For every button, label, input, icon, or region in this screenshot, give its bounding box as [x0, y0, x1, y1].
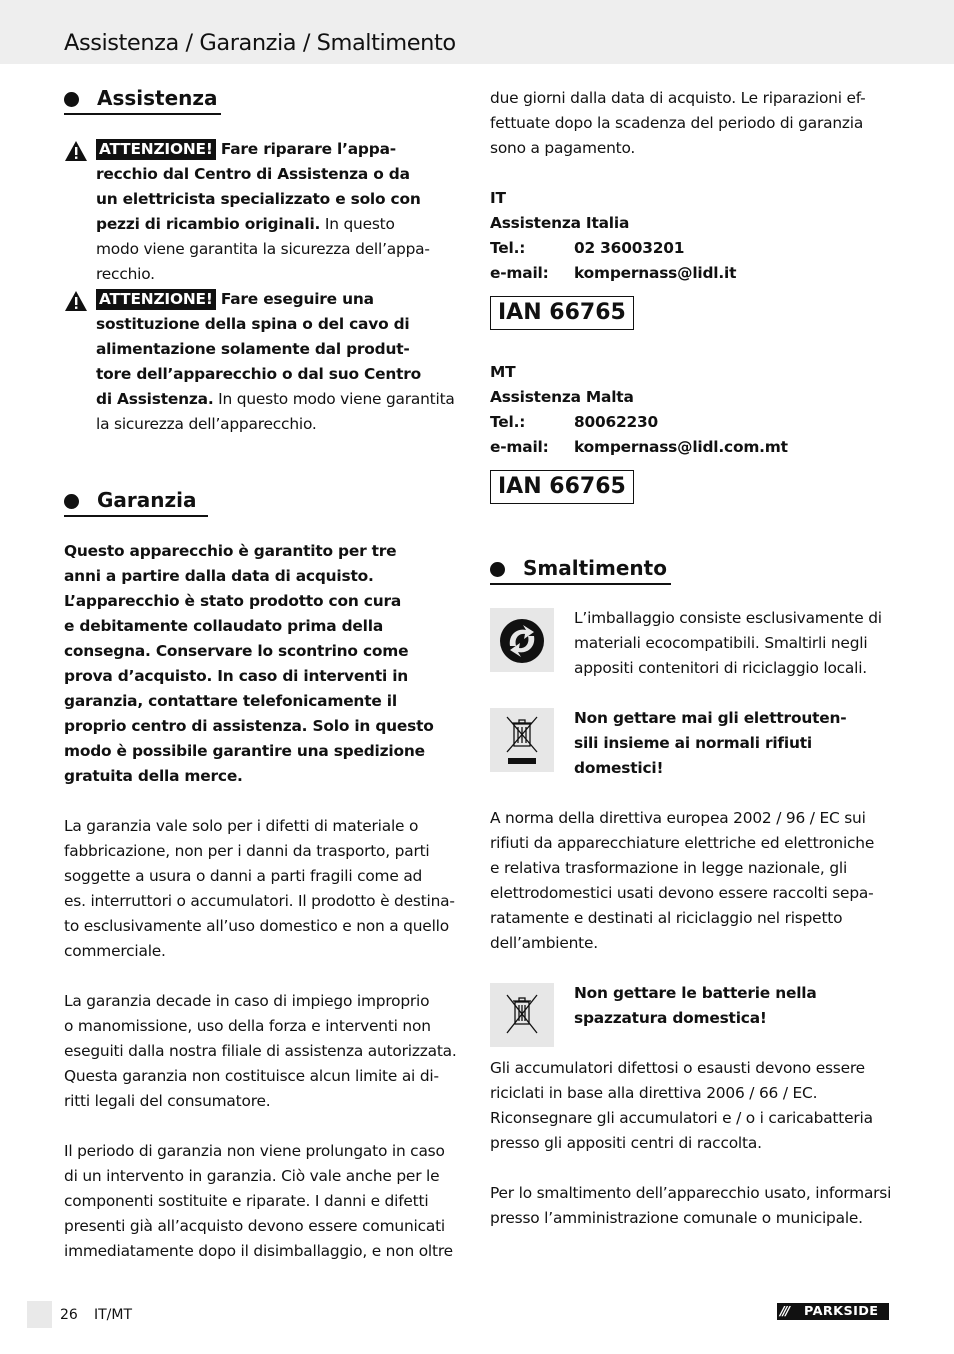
warning-line: la sicurezza dell’apparecchio. — [96, 415, 317, 433]
text-line: proprio centro di assistenza. Solo in questo — [64, 717, 434, 735]
text-line: Gli accumulatori difettosi o esausti devono essere — [490, 1059, 865, 1077]
text-line: commerciale. — [64, 942, 166, 960]
bullet-icon — [64, 494, 79, 509]
warning-line: di Assistenza. In questo modo viene garantita — [96, 390, 455, 408]
title-underline — [64, 515, 208, 517]
text-line: sili insieme ai normali rifiuti — [574, 734, 812, 752]
email-row — [490, 261, 890, 286]
warning-triangle-icon — [64, 290, 88, 312]
ian-number-box: IAN 66765 — [490, 470, 634, 504]
section-title: Smaltimento — [523, 556, 667, 580]
email-address: kompernass@lidl.it — [574, 264, 737, 282]
warning-line: ATTENZIONE! Fare riparare l’appa- — [96, 137, 464, 162]
warning-line: sostituzione della spina o del cavo di — [96, 315, 410, 333]
title-underline — [490, 583, 671, 585]
attention-badge: ATTENZIONE! — [96, 139, 216, 160]
phone-row — [490, 236, 890, 261]
warning-line: alimentazione solamente dal produt- — [96, 340, 410, 358]
warning-line: modo viene garantita la sicurezza dell’appa- — [96, 240, 430, 258]
text-line: rifiuti da apparecchiature elettriche ed elettroniche — [490, 834, 875, 852]
warranty-paragraph-3 — [64, 989, 464, 1114]
contact-block-mt — [490, 360, 890, 504]
country-code: IT — [490, 189, 506, 207]
text-line: elettrodomestici usati devono essere raccolti sepa- — [490, 884, 874, 902]
text-line: La garanzia vale solo per i difetti di materiale o — [64, 817, 419, 835]
text-line: anni a partire dalla data di acquisto. — [64, 567, 374, 585]
warning-line: recchio. — [96, 265, 155, 283]
page-header — [0, 0, 954, 64]
phone-number: 80062230 — [574, 413, 659, 431]
text-line: Non gettare mai gli elettrouten- — [574, 709, 847, 727]
text-line: A norma della direttiva europea 2002 / 96 / EC sui — [490, 809, 866, 827]
text-line: presso gli appositi centri di raccolta. — [490, 1134, 762, 1152]
text-line: domestici! — [574, 759, 664, 777]
service-center-name: Assistenza Italia — [490, 214, 630, 232]
brand-name: PARKSIDE — [804, 1304, 879, 1319]
text-line: o manomissione, uso della forza e interventi non — [64, 1017, 431, 1035]
text-line: gratuita della merce. — [64, 767, 243, 785]
weee-symbol-box — [490, 708, 554, 772]
brand-logo — [777, 1303, 889, 1320]
page-number: 26 — [60, 1307, 78, 1323]
text-line: immediatamente dopo il disimballaggio, e non oltre — [64, 1242, 453, 1260]
directive-paragraph — [490, 806, 890, 956]
warranty-paragraph-4 — [64, 1139, 464, 1264]
page-title: Assistenza / Garanzia / Smaltimento — [64, 30, 456, 56]
section-title: Garanzia — [97, 488, 197, 512]
text-line: fabbricazione, non per i danni da trasporto, parti — [64, 842, 430, 860]
text-line: Questo apparecchio è garantito per tre — [64, 542, 397, 560]
warranty-paragraph-4-continued — [490, 86, 890, 161]
battery-warning — [490, 981, 890, 1051]
text-line: Il periodo di garanzia non viene prolungato in caso — [64, 1142, 445, 1160]
text-line: Riconsegnare gli accumulatori e / o i caricabatteria — [490, 1109, 873, 1127]
left-column — [64, 84, 464, 1264]
section-heading-assistenza — [64, 84, 464, 116]
text-line: di un intervento in garanzia. Ciò vale anche per le — [64, 1167, 440, 1185]
text-line: L’apparecchio è stato prodotto con cura — [64, 592, 402, 610]
warning-triangle-icon — [64, 140, 88, 162]
contact-block-it — [490, 186, 890, 330]
warning-line: recchio dal Centro di Assistenza o da — [96, 165, 410, 183]
warning-block-2 — [64, 287, 464, 437]
bullet-icon — [64, 92, 79, 107]
text-line: eseguiti dalla nostra filiale di assistenza autorizzata. — [64, 1042, 457, 1060]
text-line: fettuate dopo la scadenza del periodo di garanzia — [490, 114, 864, 132]
service-center-name: Assistenza Malta — [490, 388, 634, 406]
text-line: presso l’amministrazione comunale o municipale. — [490, 1209, 863, 1227]
text-line: modo è possibile garantire una spedizione — [64, 742, 425, 760]
text-line: L’imballaggio consiste esclusivamente di — [574, 609, 882, 627]
warning-line: tore dell’apparecchio o dal suo Centro — [96, 365, 422, 383]
green-dot-recycling-icon — [490, 608, 554, 672]
text-line: consegna. Conservare lo scontrino come — [64, 642, 409, 660]
final-paragraph — [490, 1181, 890, 1231]
text-line: garanzia, contattare telefonicamente il — [64, 692, 397, 710]
warranty-paragraph-2 — [64, 814, 464, 964]
text-line: soggette a usura o danni a parti fragili come ad — [64, 867, 423, 885]
bullet-icon — [490, 562, 505, 577]
warning-line: ATTENZIONE! Fare eseguire una — [96, 287, 464, 312]
text-line: sono a pagamento. — [490, 139, 636, 157]
battery-paragraph — [490, 1056, 890, 1156]
text-line: due giorni dalla data di acquisto. Le riparazioni ef- — [490, 89, 866, 107]
phone-number: 02 36003201 — [574, 239, 685, 257]
weee-warning — [490, 706, 890, 781]
email-label: e-mail: — [490, 438, 549, 456]
email-row — [490, 435, 890, 460]
phone-label: Tel.: — [490, 239, 526, 257]
battery-symbol-box — [490, 983, 554, 1047]
crossed-bin-battery-icon — [490, 983, 554, 1047]
ian-number-box: IAN 66765 — [490, 296, 634, 330]
warranty-bold-paragraph — [64, 539, 464, 789]
email-label: e-mail: — [490, 264, 549, 282]
text-line: es. interruttori o accumulatori. Il prodotto è destina- — [64, 892, 455, 910]
text-line: spazzatura domestica! — [574, 1009, 767, 1027]
warning-line: pezzi di ricambio originali. In questo — [96, 215, 395, 233]
email-address: kompernass@lidl.com.mt — [574, 438, 788, 456]
country-code: MT — [490, 363, 516, 381]
text-line: riciclati in base alla direttiva 2006 / 66 / EC. — [490, 1084, 818, 1102]
text-line: Questa garanzia non costituisce alcun limite ai di- — [64, 1067, 439, 1085]
recycling-symbol-box — [490, 608, 554, 672]
text-line: e relativa trasformazione in legge nazionale, gli — [490, 859, 848, 877]
text-line: ritti legali del consumatore. — [64, 1092, 271, 1110]
title-underline — [64, 113, 221, 115]
text-line: ratamente e destinati al riciclaggio nel rispetto — [490, 909, 843, 927]
text-line: appositi contenitori di riciclaggio locali. — [574, 659, 867, 677]
crossed-bin-icon — [490, 708, 554, 772]
text-line: dell’ambiente. — [490, 934, 598, 952]
right-column — [490, 86, 890, 1231]
warning-block-1 — [64, 137, 464, 287]
text-line: componenti sostituite e riparate. I danni e difetti — [64, 1192, 429, 1210]
text-line: presenti già all’acquisto devono essere comunicati — [64, 1217, 445, 1235]
section-heading-garanzia — [64, 486, 464, 518]
section-heading-smaltimento — [490, 554, 890, 586]
attention-badge: ATTENZIONE! — [96, 289, 216, 310]
brand-mark: /// — [780, 1304, 789, 1319]
text-line: La garanzia decade in caso di impiego improprio — [64, 992, 430, 1010]
language-code: IT/MT — [94, 1307, 133, 1323]
text-line: materiali ecocompatibili. Smaltirli negli — [574, 634, 868, 652]
text-line: Per lo smaltimento dell’apparecchio usato, informarsi — [490, 1184, 892, 1202]
text-line: e debitamente collaudato prima della — [64, 617, 384, 635]
warning-line: un elettricista specializzato e solo con — [96, 190, 421, 208]
packaging-note — [490, 606, 890, 681]
phone-label: Tel.: — [490, 413, 526, 431]
text-line: Non gettare le batterie nella — [574, 984, 817, 1002]
section-title: Assistenza — [97, 86, 218, 110]
text-line: to esclusivamente all’uso domestico e non a quello — [64, 917, 449, 935]
phone-row — [490, 410, 890, 435]
text-line: prova d’acquisto. In caso di interventi in — [64, 667, 409, 685]
page-number-box — [27, 1301, 52, 1328]
